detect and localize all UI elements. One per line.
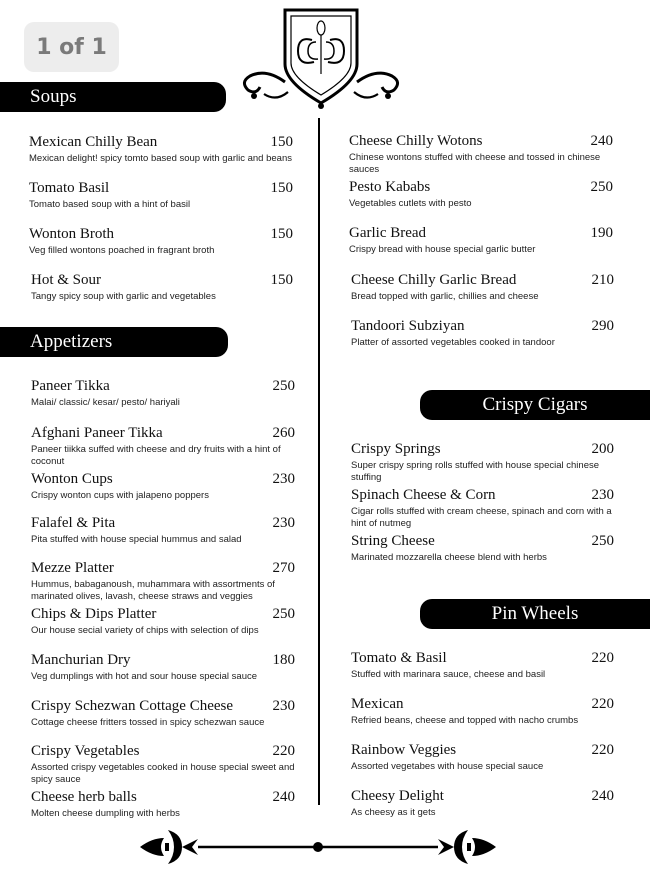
item-price: 220 [272,743,295,759]
menu-item [351,532,614,564]
item-price: 250 [591,533,614,549]
item-price: 260 [272,425,295,441]
menu-item [351,317,614,349]
section-title-appetizers: Appetizers [0,327,228,357]
item-price: 250 [272,606,295,622]
item-name: Falafel & Pita [31,515,116,531]
item-name: Crispy Schezwan Cottage Cheese [31,698,234,714]
menu-item [349,224,613,256]
item-description: Hummus, babaganoush, muhammara with assortments of marinated olives, lavash, cheese straws and veggies [31,579,275,602]
menu-item [351,741,614,773]
item-name: Tomato & Basil [351,650,447,666]
item-price: 200 [591,441,614,457]
item-name: Crispy Springs [351,441,441,457]
item-price: 180 [272,652,295,668]
item-name: Spinach Cheese & Corn [351,487,496,503]
menu-item [31,377,295,409]
item-price: 290 [591,318,614,334]
item-description: Crispy bread with house special garlic butter [349,244,536,255]
item-name: Paneer Tikka [31,378,110,394]
section-title-pin-wheels: Pin Wheels [420,599,650,629]
item-price: 240 [591,788,614,804]
menu-item [349,178,613,210]
item-price: 230 [272,471,295,487]
item-price: 220 [591,742,614,758]
menu-item [351,787,614,819]
item-name: Pesto Kababs [349,179,431,195]
item-description: Cottage cheese fritters tossed in spicy schezwan sauce [31,717,265,728]
item-name: Cheese Chilly Garlic Bread [351,272,517,288]
item-description: Refried beans, cheese and topped with nacho crumbs [351,715,579,726]
menu-item [351,271,614,303]
item-price: 150 [270,134,293,150]
item-name: String Cheese [351,533,435,549]
item-name: Manchurian Dry [31,652,131,668]
item-description: Stuffed with marinara sauce, cheese and basil [351,669,546,680]
fleur-de-lis-ornament-icon [138,826,498,868]
menu-item [351,695,614,727]
item-name: Mexican Chilly Bean [29,134,158,150]
item-description: Marinated mozzarella cheese blend with herbs [351,552,547,563]
item-description: Malai/ classic/ kesar/ pesto/ hariyali [31,397,180,408]
item-description: Mexican delight! spicy tomto based soup with garlic and beans [29,153,292,164]
page-indicator: 1 of 1 [24,22,119,72]
item-name: Afghani Paneer Tikka [31,425,163,441]
section-title-crispy-cigars: Crispy Cigars [420,390,650,420]
item-price: 220 [591,650,614,666]
item-description: As cheesy as it gets [351,807,436,818]
item-name: Hot & Sour [31,272,102,288]
item-description: Bread topped with garlic, chillies and cheese [351,291,539,302]
item-description: Assorted vegetabes with house special sauce [351,761,544,772]
item-name: Mezze Platter [31,560,114,576]
menu-item [351,440,614,483]
menu-item [31,424,295,467]
menu-item [351,649,614,681]
item-name: Cheese herb balls [31,789,137,805]
item-description: Our house secial variety of chips with selection of dips [31,625,259,636]
item-description: Tomato based soup with a hint of basil [29,199,191,210]
item-name: Tandoori Subziyan [351,318,465,334]
menu-item [29,179,293,211]
item-name: Wonton Broth [29,226,115,242]
item-price: 220 [591,696,614,712]
item-price: 230 [591,487,614,503]
item-price: 240 [272,789,295,805]
section-title-soups: Soups [0,82,226,112]
item-description: Paneer tiikka suffed with cheese and dry fruits with a hint of coconut [31,444,281,467]
menu-item [29,225,293,257]
item-price: 270 [272,560,295,576]
item-price: 250 [272,378,295,394]
item-description: Super crispy spring rolls stuffed with house special chinese stuffing [351,460,600,483]
item-price: 210 [591,272,614,288]
item-name: Crispy Vegetables [31,743,140,759]
item-description: Platter of assorted vegetables cooked in tandoor [351,337,555,348]
menu-item [31,788,295,820]
item-price: 230 [272,698,295,714]
item-description: Chinese wontons stuffed with cheese and tossed in chinese sauces [349,152,601,175]
item-price: 250 [590,179,613,195]
item-description: Veg filled wontons poached in fragrant broth [29,245,215,256]
item-name: Tomato Basil [29,180,110,196]
item-name: Garlic Bread [349,225,427,241]
item-name: Wonton Cups [31,471,113,487]
item-name: Rainbow Veggies [351,742,457,758]
menu-item [351,486,614,529]
item-description: Assorted crispy vegetables cooked in house special sweet and spicy sauce [31,762,295,785]
item-price: 150 [270,226,293,242]
item-name: Cheese Chilly Wotons [349,133,483,149]
item-price: 150 [270,180,293,196]
item-description: Vegetables cutlets with pesto [349,198,472,209]
item-name: Mexican [351,696,404,712]
item-price: 240 [590,133,613,149]
menu-item [31,271,293,303]
item-price: 150 [270,272,293,288]
item-description: Veg dumplings with hot and sour house special sauce [31,671,258,682]
item-description: Crispy wonton cups with jalapeno poppers [31,490,209,501]
menu-item [31,651,295,683]
menu-item [349,132,613,175]
column-divider [318,118,320,805]
menu-item [31,514,295,546]
menu-item [31,742,295,785]
item-name: Chips & Dips Platter [31,606,157,622]
item-price: 230 [272,515,295,531]
item-description: Molten cheese dumpling with herbs [31,808,180,819]
item-description: Pita stuffed with house special hummus and salad [31,534,242,545]
item-price: 190 [590,225,613,241]
menu-item [31,559,295,602]
item-description: Cigar rolls stuffed with cream cheese, spinach and corn with a hint of nutmeg [351,506,612,529]
item-name: Cheesy Delight [351,788,444,804]
menu-item [31,697,295,729]
menu-item [31,605,295,637]
menu-item [31,470,295,502]
menu-item [29,133,293,165]
monogram-crest-icon [236,6,406,110]
item-description: Tangy spicy soup with garlic and vegetables [31,291,216,302]
